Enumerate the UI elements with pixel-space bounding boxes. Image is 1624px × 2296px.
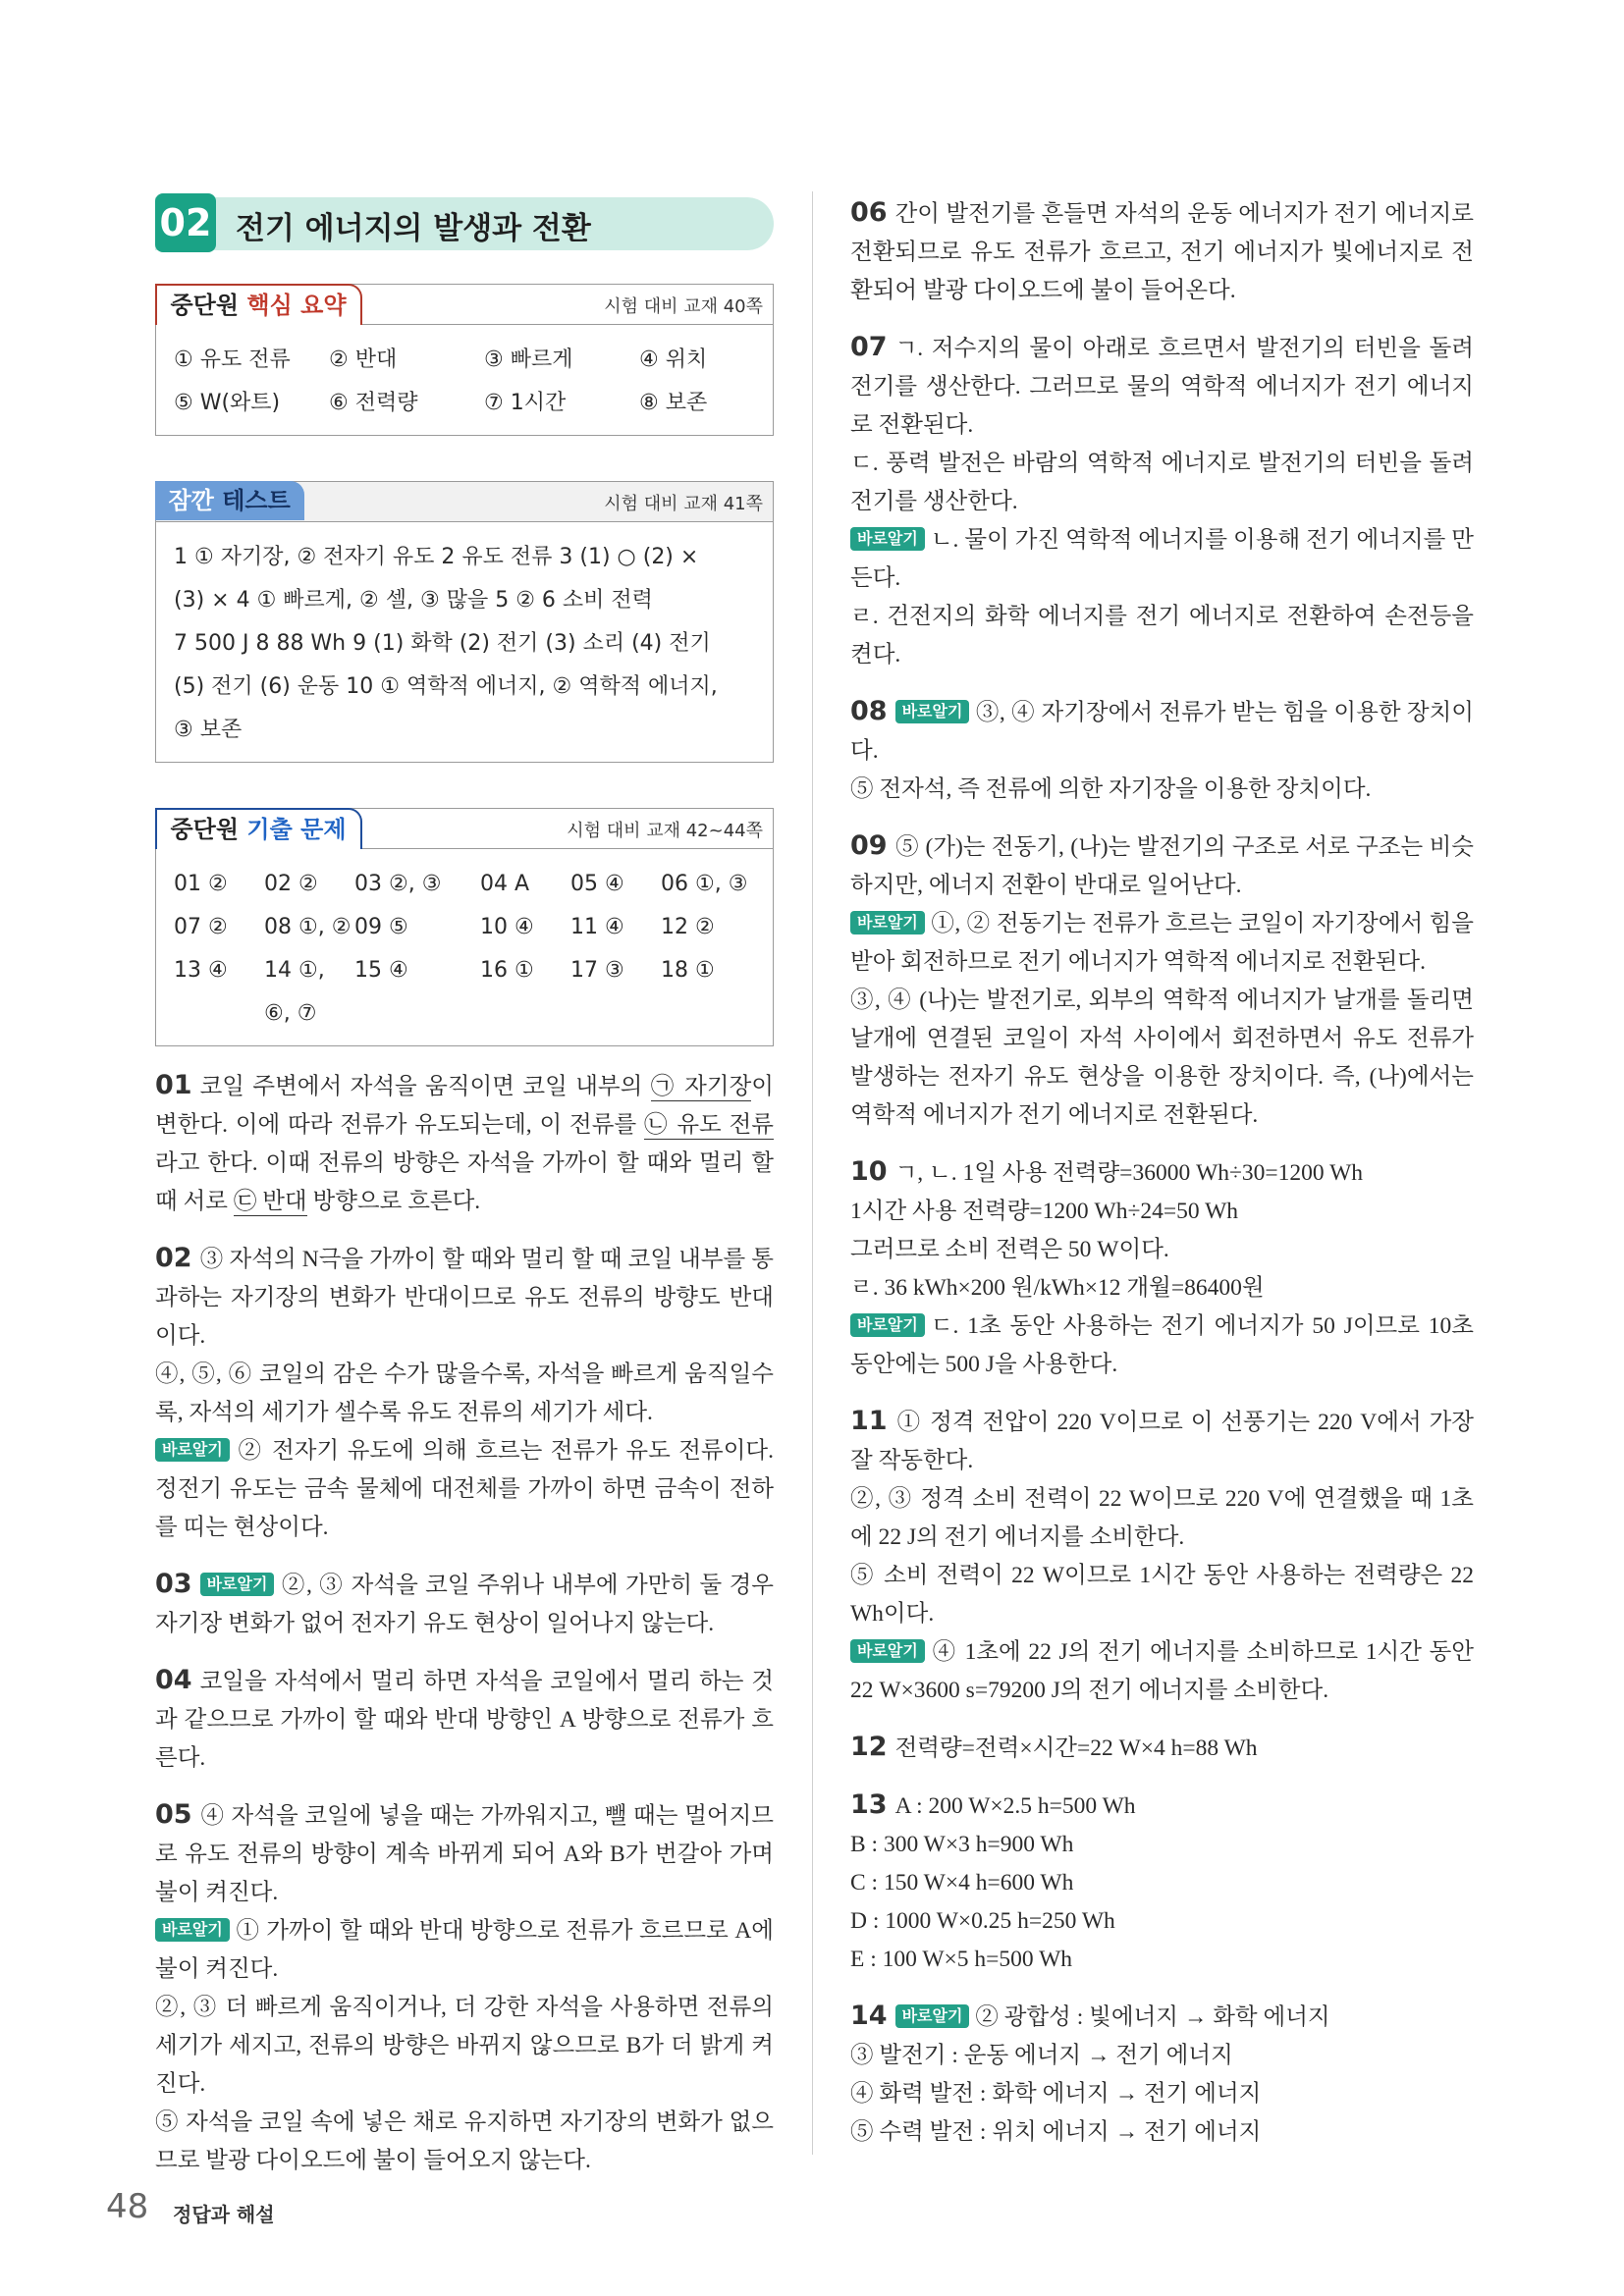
explanation-text: ②, ③ 자석을 코일 주위나 내부에 가만히 둘 경우 자기장 변화가 없어 전자기 유도 현상이 일어나지 않는다. xyxy=(155,1573,774,1636)
explanation-text: ⑤ (가)는 전동기, (나)는 발전기의 구조로 서로 구조는 비슷하지만, 에너지 전환이 반대로 일어난다. xyxy=(850,834,1474,898)
explanation-text: ④ 화력 발전 : 화학 에너지 → 전기 에너지 xyxy=(850,2081,1262,2107)
summary-tab-label: 중단원 xyxy=(170,291,240,319)
explanation-13 xyxy=(850,1786,1474,1979)
explanation-14 xyxy=(850,1997,1474,2152)
correction-tag: 바로알기 xyxy=(850,1313,925,1337)
quicktest-line: ③ 보존 xyxy=(174,718,243,742)
exam-answer: 18 ① xyxy=(661,958,715,983)
explanation-text: ㄷ. 풍력 발전은 바람의 역학적 에너지로 발전기의 터빈을 돌려 전기를 생산한다. xyxy=(850,451,1474,514)
explanation-07 xyxy=(850,328,1474,674)
explanation-04 xyxy=(155,1661,774,1778)
explanation-text: 그러므로 소비 전력은 50 W이다. xyxy=(850,1237,1169,1262)
exam-answer: 05 ④ xyxy=(570,872,624,896)
question-number: 01 xyxy=(155,1070,192,1100)
explanation-text: ①, ② 전동기는 전류가 흐르는 코일이 자기장에서 힘을 받아 회전하므로 전기 에너지가 역학적 에너지로 전환된다. xyxy=(850,911,1474,975)
explanation-02 xyxy=(155,1239,774,1547)
exam-answer: 03 ②, ③ xyxy=(354,872,442,896)
explanation-text: ③ 자석의 N극을 가까이 할 때와 멀리 할 때 코일 내부를 통과하는 자기장의 변화가 반대이므로 유도 전류의 방향도 반대이다. xyxy=(155,1247,774,1349)
quicktest-tab-highlight: 테스트 xyxy=(222,486,291,514)
explanation-text: ④ 1초에 22 J의 전기 에너지를 소비하므로 1시간 동안 22 W×3600 s=79200 J의 전기 에너지를 소비한다. xyxy=(850,1639,1474,1703)
exam-answer: 12 ② xyxy=(661,915,715,939)
explanation-text: ㄹ. 건전지의 화학 에너지를 전기 에너지로 전환하여 손전등을 켠다. xyxy=(850,604,1474,667)
explanation-text: ⑤ 수력 발전 : 위치 에너지 → 전기 에너지 xyxy=(850,2119,1262,2145)
answer-blank: ㉡ 유도 전류 xyxy=(644,1112,774,1138)
explanation-text: ③ 발전기 : 운동 에너지 → 전기 에너지 xyxy=(850,2043,1233,2068)
exam-answer: 13 ④ xyxy=(174,958,228,983)
summary-tab-highlight: 핵심 요약 xyxy=(246,291,347,319)
explanation-text: ④ 자석을 코일에 넣을 때는 가까워지고, 뺄 때는 멀어지므로 유도 전류의 방향이 계속 바뀌게 되어 A와 B가 번갈아 가며 불이 켜진다. xyxy=(155,1803,774,1905)
explanation-text: ② 광합성 : 빛에너지 → 화학 에너지 xyxy=(975,2004,1330,2030)
section-title: 전기 에너지의 발생과 전환 xyxy=(236,211,591,246)
quicktest-box xyxy=(155,481,774,763)
summary-item: ③ 빠르게 xyxy=(484,347,573,372)
question-number: 04 xyxy=(155,1665,192,1695)
explanation-text: 전력량=전력×시간=22 W×4 h=88 Wh xyxy=(894,1735,1258,1761)
explanation-03 xyxy=(155,1565,774,1643)
quicktest-line: (3) × 4 ① 빠르게, ② 셀, ③ 많을 5 ② 6 소비 전력 xyxy=(174,588,653,613)
question-number: 12 xyxy=(850,1732,888,1762)
quicktest-line: 1 ① 자기장, ② 전자기 유도 2 유도 전류 3 (1) ○ (2) × xyxy=(174,545,699,569)
summary-item: ① 유도 전류 xyxy=(174,347,291,372)
correction-tag: 바로알기 xyxy=(895,2004,970,2028)
explanation-text: ① 정격 전압이 220 V이므로 이 선풍기는 220 V에서 가장 잘 작동한다. xyxy=(850,1410,1474,1473)
exam-answer: 02 ② xyxy=(264,872,318,896)
footer-label: 정답과 해설 xyxy=(173,2203,275,2226)
explanation-text: ②, ③ 더 빠르게 움직이거나, 더 강한 자석을 사용하면 전류의 세기가 세지고, 전류의 방향은 바뀌지 않으므로 B가 더 밝게 켜진다. xyxy=(155,1995,774,2097)
page-number: 48 xyxy=(106,2187,149,2226)
summary-tab xyxy=(155,284,362,325)
summary-ref: 시험 대비 교재 40쪽 xyxy=(604,296,763,317)
explanation-text: 코일 주변에서 자석을 움직이면 코일 내부의 xyxy=(199,1074,651,1099)
explanation-text: ㄴ. 물이 가진 역학적 에너지를 이용해 전기 에너지를 만든다. xyxy=(850,527,1474,591)
correction-tag: 바로알기 xyxy=(850,527,925,551)
explanation-text: ⑤ 소비 전력이 22 W이므로 1시간 동안 사용하는 전력량은 22 Wh이다. xyxy=(850,1563,1474,1627)
exam-answer: 16 ① xyxy=(480,958,534,983)
summary-item: ⑤ W(와트) xyxy=(174,391,281,415)
answer-blank: ㉢ 반대 xyxy=(233,1189,307,1214)
explanation-text: 코일을 자석에서 멀리 하면 자석을 코일에서 멀리 하는 것과 같으므로 가까이 할 때와 반대 방향인 A 방향으로 전류가 흐른다. xyxy=(155,1669,774,1771)
explanation-text: 1시간 사용 전력량=1200 Wh÷24=50 Wh xyxy=(850,1199,1238,1224)
explanation-text: D : 1000 W×0.25 h=250 Wh xyxy=(850,1908,1115,1934)
explanation-text: ① 가까이 할 때와 반대 방향으로 전류가 흐르므로 A에 불이 켜진다. xyxy=(155,1918,774,1982)
question-number: 13 xyxy=(850,1789,888,1820)
section-header xyxy=(155,193,774,252)
question-number: 11 xyxy=(850,1406,888,1436)
explanation-06 xyxy=(850,193,1474,310)
exam-answer: 09 ⑤ xyxy=(354,915,408,939)
question-number: 08 xyxy=(850,696,888,726)
question-number: 06 xyxy=(850,197,888,228)
correction-tag: 바로알기 xyxy=(895,700,970,723)
summary-item: ⑧ 보존 xyxy=(639,391,708,415)
explanation-text: ㄱ, ㄴ. 1일 사용 전력량=36000 Wh÷30=1200 Wh xyxy=(894,1160,1364,1186)
right-column xyxy=(850,193,1474,2169)
exam-answer: 06 ①, ③ xyxy=(661,872,748,896)
summary-items xyxy=(156,325,773,435)
explanation-12 xyxy=(850,1728,1474,1768)
explanation-text: 방향으로 흐른다. xyxy=(306,1189,481,1214)
explanation-text: ㄹ. 36 kWh×200 원/kWh×12 개월=86400원 xyxy=(850,1275,1265,1301)
summary-item: ② 반대 xyxy=(329,347,398,372)
left-column xyxy=(155,193,774,2198)
explanation-10 xyxy=(850,1152,1474,1384)
explanation-text: ㄷ. 1초 동안 사용하는 전기 에너지가 50 J이므로 10초 동안에는 500 J을 사용한다. xyxy=(850,1313,1474,1377)
correction-tag: 바로알기 xyxy=(850,1639,925,1663)
explanation-text: C : 150 W×4 h=600 Wh xyxy=(850,1870,1074,1896)
explanation-11 xyxy=(850,1402,1474,1710)
question-number: 09 xyxy=(850,830,888,861)
exam-answer: 14 ①, ⑥, ⑦ xyxy=(264,958,325,1026)
exam-tab xyxy=(155,808,362,849)
summary-item: ⑦ 1시간 xyxy=(484,391,567,415)
question-number: 05 xyxy=(155,1799,192,1830)
question-number: 02 xyxy=(155,1243,192,1273)
explanation-08 xyxy=(850,692,1474,809)
exam-answer: 15 ④ xyxy=(354,958,408,983)
explanation-text: B : 300 W×3 h=900 Wh xyxy=(850,1832,1074,1857)
exam-answer: 04 A xyxy=(480,872,530,896)
exam-answer: 01 ② xyxy=(174,872,228,896)
explanation-05 xyxy=(155,1795,774,2180)
explanation-text: ② 전자기 유도에 의해 흐르는 전류가 유도 전류이다. 정전기 유도는 금속 물체에 대전체를 가까이 하면 금속이 전하를 띠는 현상이다. xyxy=(155,1438,774,1540)
question-number: 10 xyxy=(850,1156,888,1187)
explanation-text: ③, ④ (나)는 발전기로, 외부의 역학적 에너지가 날개를 돌리면 날개에 연결된 코일이 자석 사이에서 회전하면서 유도 전류가 발생하는 전자기 유도 현상을 이용한 장치이다. 즉, (나)에서는 역학적 에너지가 전기 에너지로 전환된다. xyxy=(850,988,1474,1128)
summary-item: ⑥ 전력량 xyxy=(329,391,418,415)
question-number: 03 xyxy=(155,1569,192,1599)
answer-blank: ㉠ 자기장 xyxy=(650,1074,752,1099)
exam-answer: 11 ④ xyxy=(570,915,624,939)
quicktest-answers xyxy=(156,522,773,762)
correction-tag: 바로알기 xyxy=(155,1438,230,1462)
quicktest-tab xyxy=(155,481,304,520)
quicktest-ref: 시험 대비 교재 41쪽 xyxy=(604,494,763,514)
column-divider xyxy=(812,191,813,2155)
correction-tag: 바로알기 xyxy=(155,1918,230,1942)
explanation-text: A : 200 W×2.5 h=500 Wh xyxy=(894,1793,1136,1819)
explanation-text: 간이 발전기를 흔들면 자석의 운동 에너지가 전기 에너지로 전환되므로 유도 전류가 흐르고, 전기 에너지가 빛에너지로 전환되어 발광 다이오드에 불이 들어온다. xyxy=(850,201,1474,303)
exam-box xyxy=(155,808,774,1046)
explanation-text: ㄱ. 저수지의 물이 아래로 흐르면서 발전기의 터빈을 돌려 전기를 생산한다. 그러므로 물의 역학적 에너지가 전기 에너지로 전환된다. xyxy=(850,336,1474,438)
exam-ref: 시험 대비 교재 42~44쪽 xyxy=(567,821,763,841)
question-number: 07 xyxy=(850,332,888,362)
quicktest-tab-label: 잠깐 xyxy=(168,486,214,514)
exam-answer: 07 ② xyxy=(174,915,228,939)
exam-answer: 08 ①, ② xyxy=(264,915,352,939)
explanation-text: 이 변한다. 이에 따라 전류가 유도되는데, 이 전류를 xyxy=(155,1074,774,1138)
explanation-text: E : 100 W×5 h=500 Wh xyxy=(850,1947,1073,1972)
explanation-09 xyxy=(850,827,1474,1135)
explanation-text: ③, ④ 자기장에서 전류가 받는 힘을 이용한 장치이다. xyxy=(850,700,1474,764)
explanation-text: ⑤ 자석을 코일 속에 넣은 채로 유지하면 자기장의 변화가 없으므로 발광 다이오드에 불이 들어오지 않는다. xyxy=(155,2109,774,2173)
summary-box xyxy=(155,284,774,436)
explanation-text: ④, ⑤, ⑥ 코일의 감은 수가 많을수록, 자석을 빠르게 움직일수록, 자석의 세기가 셀수록 유도 전류의 세기가 세다. xyxy=(155,1362,774,1425)
summary-item: ④ 위치 xyxy=(639,347,708,372)
exam-answer: 10 ④ xyxy=(480,915,534,939)
explanation-text: ⑤ 전자석, 즉 전류에 의한 자기장을 이용한 장치이다. xyxy=(850,776,1372,802)
exam-tab-label: 중단원 xyxy=(170,815,240,843)
explanation-text: 라고 한다. 이때 전류의 방향은 자석을 가까이 할 때와 멀리 할 때 서로 xyxy=(155,1150,774,1214)
exam-tab-highlight: 기출 문제 xyxy=(246,815,347,843)
section-number: 02 xyxy=(155,193,216,252)
correction-tag: 바로알기 xyxy=(850,911,925,934)
correction-tag: 바로알기 xyxy=(200,1573,275,1596)
explanation-01 xyxy=(155,1066,774,1221)
quicktest-line: (5) 전기 (6) 운동 10 ① 역학적 에너지, ② 역학적 에너지, xyxy=(174,674,718,699)
explanation-text: ②, ③ 정격 소비 전력이 22 W이므로 220 V에 연결했을 때 1초에 22 J의 전기 에너지를 소비한다. xyxy=(850,1486,1474,1550)
question-number: 14 xyxy=(850,2001,888,2031)
exam-answers xyxy=(156,849,773,1045)
quicktest-line: 7 500 J 8 88 Wh 9 (1) 화학 (2) 전기 (3) 소리 (4) 전기 xyxy=(174,631,711,656)
exam-answer: 17 ③ xyxy=(570,958,624,983)
